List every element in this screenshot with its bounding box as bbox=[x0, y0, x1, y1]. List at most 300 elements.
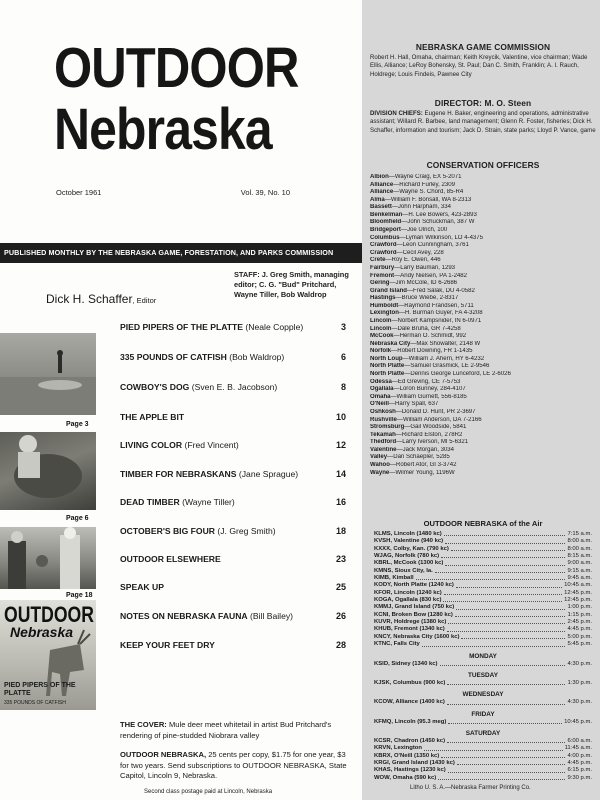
radio-station-call: KMNS, Sioux City, Ia. bbox=[374, 567, 433, 574]
officer-entry bbox=[370, 182, 596, 190]
officer-info: —Richard Furley, 2309 bbox=[393, 181, 455, 188]
radio-station-time: 6:00 a.m. bbox=[567, 737, 592, 744]
radio-station-time: 4:30 p.m. bbox=[567, 660, 592, 667]
radio-station bbox=[374, 553, 592, 560]
toc-item-title bbox=[120, 497, 235, 507]
toc-item bbox=[120, 469, 346, 479]
officer-town: North Platte bbox=[370, 363, 405, 370]
photo-hunters bbox=[0, 527, 96, 589]
radio-station bbox=[374, 590, 592, 597]
toc-item-author: (Jane Sprague) bbox=[238, 469, 299, 479]
radio-station-time: 9:30 p.m. bbox=[567, 774, 592, 781]
officer-town: Alma bbox=[370, 196, 385, 203]
radio-schedule bbox=[374, 531, 592, 782]
officer-info: —Donald D. Hunt, PR 2-3697 bbox=[395, 408, 476, 415]
officer-info: —Jack Morgan, 3034 bbox=[396, 446, 455, 453]
toc-item-page: 3 bbox=[340, 322, 346, 332]
officer-town: Lincoln bbox=[370, 317, 392, 324]
radio-station-time: 10:45 p.m. bbox=[564, 718, 592, 725]
radio-station bbox=[374, 719, 592, 726]
masthead bbox=[54, 36, 338, 162]
leader-dots bbox=[447, 738, 565, 743]
toc-item bbox=[120, 611, 346, 621]
radio-station bbox=[374, 568, 592, 575]
radio-station-call: KVSH, Valentine (940 kc) bbox=[374, 538, 444, 545]
officer-entry bbox=[370, 439, 596, 447]
officer-town: Nebraska City bbox=[370, 340, 411, 347]
officers-block bbox=[370, 160, 596, 477]
leader-dots bbox=[451, 546, 566, 551]
toc-item bbox=[120, 582, 346, 592]
officer-entry bbox=[370, 326, 596, 334]
officer-town: Lincoln bbox=[370, 325, 392, 332]
radio-station-call: KRVN, Lexington bbox=[374, 745, 422, 752]
toc-item-page: 25 bbox=[335, 582, 346, 592]
leader-dots bbox=[447, 699, 566, 704]
toc-item-title bbox=[120, 382, 277, 392]
cover-thumbnail bbox=[0, 600, 96, 710]
leader-dots bbox=[445, 538, 565, 543]
officer-town: Fairbury bbox=[370, 264, 395, 271]
toc-item-title bbox=[120, 469, 298, 479]
officer-entry bbox=[370, 189, 596, 197]
officers-list bbox=[370, 174, 596, 477]
radio-station bbox=[374, 745, 592, 752]
masthead-line2: Nebraska bbox=[54, 97, 272, 162]
radio-station-call: KUVR, Holdrege (1380 kc) bbox=[374, 619, 447, 626]
toc-item-title bbox=[120, 412, 184, 422]
toc-item-title bbox=[120, 322, 303, 332]
officer-entry bbox=[370, 454, 596, 462]
radio-station bbox=[374, 634, 592, 641]
printer-credit: Litho U. S. A.—Nebraska Farmer Printing Co. bbox=[410, 785, 531, 791]
toc-item-title bbox=[120, 640, 215, 650]
toc-item-page: 18 bbox=[335, 526, 346, 536]
officer-info: —Fred Salak, DU 4-0582 bbox=[406, 287, 475, 294]
officer-info: —Larry Iverson, MI 5-6321 bbox=[396, 439, 469, 446]
officer-entry bbox=[370, 470, 596, 478]
radio-station bbox=[374, 546, 592, 553]
toc-item-title bbox=[120, 554, 221, 564]
radio-station bbox=[374, 641, 592, 648]
officers-heading: CONSERVATION OFFICERS bbox=[426, 160, 540, 170]
officer-info: —Ed Greving, CE 7-5753 bbox=[391, 378, 461, 385]
toc-item-title bbox=[120, 611, 293, 621]
commission-heading: NEBRASKA GAME COMMISSION bbox=[415, 42, 551, 52]
officer-info: —Dan Schaepler, 5285 bbox=[387, 454, 450, 461]
officer-info: —Norbert Kampsnider, IN 6-0971 bbox=[391, 317, 482, 324]
officer-town: Odessa bbox=[370, 378, 392, 385]
radio-station-call: KOGA, Ogallala (830 kc) bbox=[374, 597, 442, 604]
officer-entry bbox=[370, 371, 596, 379]
toc-item-page: 6 bbox=[340, 352, 346, 362]
officer-entry bbox=[370, 219, 596, 227]
radio-station bbox=[374, 597, 592, 604]
staff-credits: STAFF: J. Greg Smith, managing editor; C. G. "Bud" Pritchard, Wayne Tiller, Bob Waldrop bbox=[234, 270, 349, 299]
cover-note bbox=[120, 720, 356, 741]
officer-info: —Cecil Avey, 228 bbox=[396, 249, 444, 256]
officer-info: —Harry Spall, 637 bbox=[388, 401, 439, 408]
officer-entry bbox=[370, 257, 596, 265]
officer-info: —Dale Bruha, GR 7-4258 bbox=[391, 325, 461, 332]
officer-town: Wahoo bbox=[370, 461, 390, 468]
officer-entry bbox=[370, 227, 596, 235]
officer-entry bbox=[370, 250, 596, 258]
radio-station-call: KTNC, Falls City bbox=[374, 641, 420, 648]
photo-caption-page18: Page 18 bbox=[66, 592, 93, 599]
toc-item bbox=[120, 412, 346, 422]
radio-station bbox=[374, 560, 592, 567]
officer-info: —John Harpham, 334 bbox=[391, 204, 452, 211]
officer-entry bbox=[370, 363, 596, 371]
radio-station-call: KCSR, Chadron (1450 kc) bbox=[374, 737, 446, 744]
radio-station-time: 5:00 p.m. bbox=[567, 633, 592, 640]
toc-item-page: 8 bbox=[340, 382, 346, 392]
toc-item bbox=[120, 352, 346, 362]
radio-station-time: 2:45 p.m. bbox=[567, 619, 592, 626]
officer-town: Fremont bbox=[370, 272, 395, 279]
radio-station bbox=[374, 531, 592, 538]
commission-block bbox=[370, 42, 596, 79]
radio-station-call: KMMJ, Grand Island (750 kc) bbox=[374, 604, 455, 611]
radio-station-call: KRGI, Grand Island (1430 kc) bbox=[374, 759, 455, 766]
cover-thumb-title2: Nebraska bbox=[10, 624, 74, 640]
toc-item-page: 16 bbox=[335, 497, 346, 507]
radio-day-heading: SATURDAY bbox=[465, 729, 501, 737]
officer-info: —Bruce Wiebe, 2-8317 bbox=[395, 295, 459, 302]
officer-town: Albion bbox=[370, 174, 389, 180]
officer-town: Alliance bbox=[370, 181, 394, 188]
officer-info: —Jim McCole, ID 6-2686 bbox=[389, 280, 458, 287]
officer-info: —Larry Bauman, 1293 bbox=[394, 264, 456, 271]
officer-info: —Richard Elston, 278R2 bbox=[395, 431, 463, 438]
radio-station-time: 10:45 a.m. bbox=[564, 582, 592, 589]
officer-town: O'Neill bbox=[370, 401, 389, 408]
toc-item-title-text: PIED PIPERS OF THE PLATTE bbox=[120, 322, 244, 332]
radio-station bbox=[374, 661, 592, 668]
officer-town: Omaha bbox=[370, 393, 391, 400]
officer-entry bbox=[370, 280, 596, 288]
radio-station-call: KFOR, Lincoln (1240 kc) bbox=[374, 589, 442, 596]
officer-info: —Samuel Grasmick, LE 2-9546 bbox=[404, 363, 490, 370]
officer-entry bbox=[370, 212, 596, 220]
leader-dots bbox=[441, 553, 565, 558]
officer-entry bbox=[370, 401, 596, 409]
toc-item-title bbox=[120, 582, 164, 592]
officer-info: —H. Burman Guyer, FA 4-3208 bbox=[398, 310, 483, 317]
officer-entry bbox=[370, 341, 596, 349]
radio-block bbox=[374, 519, 592, 782]
toc-item bbox=[120, 640, 346, 650]
toc-item-title-text: OUTDOOR ELSEWHERE bbox=[120, 554, 221, 564]
radio-station bbox=[374, 619, 592, 626]
toc-item-author: (Fred Vincent) bbox=[184, 440, 239, 450]
leader-dots bbox=[424, 745, 563, 750]
officer-info: —William Anderson, DA 7-2166 bbox=[396, 416, 482, 423]
officer-entry bbox=[370, 379, 596, 387]
officer-info: —H. Lee Bowers, 423-2893 bbox=[402, 211, 477, 218]
officer-entry bbox=[370, 235, 596, 243]
officer-info: —Joe Ulrich, 100 bbox=[400, 227, 448, 234]
toc-item-author: (Neale Copple) bbox=[245, 322, 304, 332]
radio-station-time: 1:00 p.m. bbox=[567, 604, 592, 611]
officer-info: —William J. Ahern, HY 6-4232 bbox=[402, 355, 485, 362]
radio-station bbox=[374, 753, 592, 760]
leader-dots bbox=[448, 767, 566, 772]
radio-station bbox=[374, 760, 592, 767]
cover-thumb-foot: 335 POUNDS OF CATFISH bbox=[4, 700, 66, 706]
radio-station-call: KHUB, Fremont (1340 kc) bbox=[374, 626, 445, 633]
photo-catfish bbox=[0, 432, 96, 510]
officer-town: North Platte bbox=[370, 371, 405, 378]
radio-station bbox=[374, 612, 592, 619]
officer-town: Wayne bbox=[370, 469, 390, 476]
cover-thumb-title1: OUTDOOR bbox=[4, 602, 94, 627]
leader-dots bbox=[444, 531, 566, 536]
leader-dots bbox=[448, 619, 565, 624]
officer-info: —Gail Woodside, 5841 bbox=[404, 424, 467, 431]
leader-dots bbox=[435, 568, 566, 573]
officer-entry bbox=[370, 273, 596, 281]
radio-station-time: 4:45 p.m. bbox=[567, 626, 592, 633]
radio-station bbox=[374, 626, 592, 633]
toc-item-author: (Sven E. B. Jacobson) bbox=[191, 382, 278, 392]
radio-station bbox=[374, 738, 592, 745]
officer-info: —Roy E. Owen, 446 bbox=[385, 257, 441, 264]
officer-town: Alliance bbox=[370, 189, 394, 196]
officer-town: Rushville bbox=[370, 416, 397, 423]
commission-text: Robert H. Hall, Omaha, chairman; Keith Kreycik, Valentine, vice chairman; Wade Ellis, Alliance; LeRoy Bohensky, St. Paul; Dan C. Smith, Franklin; A. I. Rauch, Holdrege; Louis Findeis, Pawnee City bbox=[370, 54, 588, 78]
officer-town: Crawford bbox=[370, 242, 397, 249]
radio-day-heading: WEDNESDAY bbox=[462, 691, 504, 699]
officer-town: Bridgeport bbox=[370, 227, 401, 234]
leader-dots bbox=[438, 775, 565, 780]
officer-town: Oshkosh bbox=[370, 408, 396, 415]
photo-pied-pipers bbox=[0, 333, 96, 415]
officer-town: Lexington bbox=[370, 310, 399, 317]
toc-item-page: 12 bbox=[335, 440, 346, 450]
officer-entry bbox=[370, 447, 596, 455]
officer-town: Ogallala bbox=[370, 386, 394, 393]
toc-item-title bbox=[120, 352, 284, 362]
leader-dots bbox=[447, 680, 565, 685]
officer-info: —John Schuckman, 387 W bbox=[401, 219, 475, 226]
editor-name: Dick H. Schaffer bbox=[46, 292, 133, 306]
leader-dots bbox=[441, 753, 565, 758]
radio-station-call: KXXX, Colby, Kan. (790 kc) bbox=[374, 545, 449, 552]
officer-info: —Herman O. Schmidt, 992 bbox=[393, 333, 467, 340]
radio-station-time: 1:30 p.m. bbox=[567, 679, 592, 686]
officer-entry bbox=[370, 242, 596, 250]
officer-info: —Loron Bunney, 284-4107 bbox=[393, 386, 466, 393]
toc-item-title-text: NOTES ON NEBRASKA FAUNA bbox=[120, 611, 248, 621]
division-chiefs-text: Eugene H. Baker, engineering and operations, administrative assistant; Willard R. Barbee, land management; Glenn R. Foster, fisheries; Dick H. Schaffer, information and tourism; Jack D. Strain, state parks; Lloyd P. Vance, game bbox=[370, 110, 596, 134]
toc-item-author: (Bob Waldrop) bbox=[229, 352, 285, 362]
officer-entry bbox=[370, 356, 596, 364]
subscription-label: OUTDOOR NEBRASKA, bbox=[120, 750, 207, 759]
leader-dots bbox=[461, 634, 565, 639]
toc-item bbox=[120, 497, 346, 507]
photo-catfish-art bbox=[0, 432, 96, 510]
postage-note: Second class postage paid at Lincoln, Nebraska bbox=[144, 789, 273, 795]
issue-volume: Vol. 39, No. 10 bbox=[240, 188, 290, 197]
officer-info: —Dennis George Lunceford, LE 2-6026 bbox=[404, 371, 511, 378]
photo-pied-pipers-art bbox=[0, 333, 96, 415]
leader-dots bbox=[445, 560, 565, 565]
toc-item-page: 14 bbox=[335, 469, 346, 479]
officer-town: Tekamah bbox=[370, 431, 396, 438]
leader-dots bbox=[416, 575, 566, 580]
editor-credit bbox=[46, 292, 156, 306]
toc-item-title-text: 335 POUNDS OF CATFISH bbox=[120, 352, 227, 362]
radio-station-time: 9:15 a.m. bbox=[567, 567, 592, 574]
division-chiefs-label: DIVISION CHIEFS: bbox=[370, 110, 423, 117]
radio-station-time: 12:45 p.m. bbox=[564, 597, 592, 604]
toc-item-title-text: COWBOY'S DOG bbox=[120, 382, 190, 392]
radio-station bbox=[374, 582, 592, 589]
officer-town: Bloomfield bbox=[370, 219, 402, 226]
toc-item bbox=[120, 382, 346, 392]
officer-entry bbox=[370, 318, 596, 326]
officer-town: Columbus bbox=[370, 234, 400, 241]
officer-info: —Robert Ator, GI 3-3742 bbox=[389, 461, 457, 468]
radio-day-heading: MONDAY bbox=[469, 652, 497, 660]
toc-item-author: (J. Greg Smith) bbox=[217, 526, 276, 536]
officer-info: —Leon Cunningham, 3761 bbox=[396, 242, 469, 249]
officer-entry bbox=[370, 295, 596, 303]
toc-item-page: 26 bbox=[335, 611, 346, 621]
officer-town: North Loup bbox=[370, 355, 403, 362]
toc-item-title-text: LIVING COLOR bbox=[120, 440, 183, 450]
officer-entry bbox=[370, 174, 596, 182]
issue-date: October 1961 bbox=[56, 188, 102, 197]
radio-station-call: KJSK, Columbus (900 kc) bbox=[374, 679, 446, 686]
radio-station-call: KODY, North Platte (1240 kc) bbox=[374, 582, 454, 589]
toc-item-author: (Bill Bailey) bbox=[250, 611, 294, 621]
radio-station-time: 8:00 a.m. bbox=[567, 545, 592, 552]
radio-station-time: 12:45 p.m. bbox=[564, 589, 592, 596]
director-block bbox=[370, 98, 596, 135]
toc-item-page: 28 bbox=[335, 640, 346, 650]
issue-line bbox=[56, 188, 290, 197]
division-chiefs bbox=[370, 110, 596, 135]
radio-station bbox=[374, 699, 592, 706]
leader-dots bbox=[457, 760, 566, 765]
officer-entry bbox=[370, 424, 596, 432]
toc-item-author: (Wayne Tiller) bbox=[182, 497, 235, 507]
officer-entry bbox=[370, 288, 596, 296]
officer-entry bbox=[370, 432, 596, 440]
officer-town: Benkelman bbox=[370, 211, 403, 218]
officer-info: —Wayne Craig, EX 5-2071 bbox=[388, 174, 462, 180]
officer-info: —Raymond Frandsen, 5711 bbox=[398, 302, 474, 309]
radio-station-time: 5:45 p.m. bbox=[567, 641, 592, 648]
cover-thumb-sub: PIED PIPERS OF THE PLATTE bbox=[4, 682, 76, 697]
subscription-text: 25 cents per copy, $1.75 for one year, $3 for two years. Send subscriptions to OUTDOOR NEBRASKA, State Capitol, Lincoln 9, Nebraska. bbox=[120, 750, 347, 780]
officer-town: Humboldt bbox=[370, 302, 399, 309]
officer-entry bbox=[370, 409, 596, 417]
radio-day-heading: TUESDAY bbox=[468, 671, 498, 679]
radio-station-time: 7:15 a.m. bbox=[567, 531, 592, 537]
radio-station-call: KIMB, Kimball bbox=[374, 575, 414, 582]
radio-station-call: KCNI, Broken Bow (1280 kc) bbox=[374, 611, 453, 618]
officer-entry bbox=[370, 310, 596, 318]
officer-town: McCook bbox=[370, 333, 394, 340]
radio-station-time: 6:15 p.m. bbox=[567, 767, 592, 774]
officer-town: Stromsburg bbox=[370, 424, 405, 431]
radio-station-call: KCOW, Alliance (1400 kc) bbox=[374, 699, 445, 706]
leader-dots bbox=[448, 719, 562, 724]
publisher-banner: PUBLISHED MONTHLY BY THE NEBRASKA GAME, FORESTATION, AND PARKS COMMISSION bbox=[0, 243, 362, 263]
officer-town: Bassett bbox=[370, 204, 392, 211]
radio-station-time: 11:45 a.m. bbox=[564, 745, 592, 752]
officer-info: —Robert Downing, FR 1-1435 bbox=[391, 348, 473, 355]
radio-station-call: KBRX, O'Neill (1350 kc) bbox=[374, 752, 440, 759]
toc-item-title-text: DEAD TIMBER bbox=[120, 497, 180, 507]
officer-info: —Andy Nielsen, PA 1-2482 bbox=[394, 272, 468, 279]
photo-hunters-art bbox=[0, 527, 96, 589]
officer-entry bbox=[370, 348, 596, 356]
leader-dots bbox=[422, 641, 566, 646]
toc-item-page: 23 bbox=[335, 554, 346, 564]
officer-town: Valentine bbox=[370, 446, 397, 453]
officer-town: Hastings bbox=[370, 295, 396, 302]
officer-info: —Max Showalter, 2148 W bbox=[410, 340, 481, 347]
radio-station-call: KLMS, Lincoln (1480 kc) bbox=[374, 531, 442, 537]
officer-entry bbox=[370, 204, 596, 212]
officer-entry bbox=[370, 417, 596, 425]
officer-info: —Wayne S. Chord, 85-R4 bbox=[393, 189, 464, 196]
leader-dots bbox=[444, 590, 562, 595]
leader-dots bbox=[447, 626, 566, 631]
officer-town: Thedford bbox=[370, 439, 397, 446]
officer-town: Crete bbox=[370, 257, 386, 264]
toc-item bbox=[120, 322, 346, 332]
radio-station-call: WOW, Omaha (590 kc) bbox=[374, 774, 437, 781]
officer-town: Crawford bbox=[370, 249, 397, 256]
radio-station bbox=[374, 680, 592, 687]
officer-entry bbox=[370, 462, 596, 470]
officer-entry bbox=[370, 303, 596, 311]
radio-station-time: 9:00 a.m. bbox=[567, 560, 592, 567]
radio-station bbox=[374, 538, 592, 545]
radio-station bbox=[374, 767, 592, 774]
director-heading: DIRECTOR: M. O. Steen bbox=[434, 98, 532, 108]
radio-heading: OUTDOOR NEBRASKA of the Air bbox=[423, 519, 543, 528]
radio-station-time: 1:15 p.m. bbox=[567, 611, 592, 618]
leader-dots bbox=[443, 597, 562, 602]
officer-entry bbox=[370, 386, 596, 394]
toc-item-page: 10 bbox=[335, 412, 346, 422]
radio-station bbox=[374, 775, 592, 782]
radio-station-time: 8:15 a.m. bbox=[567, 553, 592, 560]
radio-station-time: 9:45 a.m. bbox=[567, 575, 592, 582]
officer-entry bbox=[370, 197, 596, 205]
officer-info: —Lyman Wilkinson, LO 4-4375 bbox=[399, 234, 484, 241]
officer-info: —Wilmer Young, 1196W bbox=[389, 469, 455, 476]
officer-entry bbox=[370, 265, 596, 273]
masthead-line1: OUTDOOR bbox=[54, 36, 299, 100]
officer-town: Grand Island bbox=[370, 287, 407, 294]
radio-station bbox=[374, 575, 592, 582]
officer-entry bbox=[370, 394, 596, 402]
leader-dots bbox=[455, 612, 566, 617]
radio-station-time: 4:30 p.m. bbox=[567, 699, 592, 706]
subscription-info bbox=[120, 750, 356, 782]
cover-note-text: Mule deer meet whitetail in artist Bud Pritchard's rendering of pine-studded Niobrara valley bbox=[120, 720, 332, 740]
toc-item-title-text: THE APPLE BIT bbox=[120, 412, 185, 422]
officer-town: Valley bbox=[370, 454, 388, 461]
